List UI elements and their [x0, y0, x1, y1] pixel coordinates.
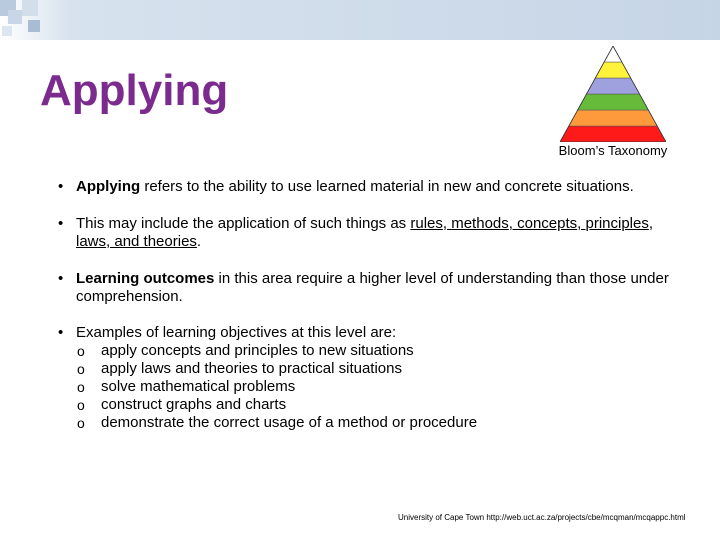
- bold-term: Applying: [76, 178, 141, 195]
- sub-bullet-item: [76, 396, 676, 414]
- sub-bullet-text: solve mathematical problems: [101, 378, 296, 395]
- separator: ,: [442, 215, 452, 232]
- bullet-body: in this area require a higher level of understanding than those under comprehension.: [76, 270, 669, 305]
- bullet-body: This may include the application of such things as: [76, 215, 411, 232]
- link-concepts[interactable]: concepts: [517, 215, 578, 232]
- sub-bullet-marker: o: [77, 397, 85, 413]
- sub-bullet-marker: o: [77, 343, 85, 359]
- link-principles[interactable]: principles: [585, 215, 649, 232]
- link-laws[interactable]: laws: [76, 233, 107, 250]
- separator: .: [196, 233, 202, 250]
- bullet-body: refers to the ability to use learned material in new and concrete situations.: [140, 178, 634, 195]
- bold-term: Learning outcomes: [76, 270, 215, 287]
- separator: ,: [508, 215, 518, 232]
- sub-bullet-item: [76, 342, 676, 360]
- sub-bullet-list: [76, 342, 676, 432]
- bullet-marker: •: [58, 215, 64, 232]
- sub-bullet-item: [76, 414, 676, 432]
- sub-bullet-item: [76, 360, 676, 378]
- bullet-marker: •: [58, 270, 64, 287]
- sub-bullet-item: [76, 378, 676, 396]
- sub-bullet-text: demonstrate the correct usage of a method or procedure: [101, 414, 478, 431]
- link-methods[interactable]: methods: [451, 215, 509, 232]
- link-rules[interactable]: rules: [410, 215, 443, 232]
- slide-title: Applying: [40, 66, 229, 115]
- sub-bullet-text: apply concepts and principles to new situations: [101, 342, 414, 359]
- sub-bullet-marker: o: [77, 415, 85, 431]
- source-footer: University of Cape Town http://web.uct.ac.za/projects/cbe/mcqman/mcqappc.html: [398, 513, 686, 522]
- bullet-marker: •: [58, 178, 64, 195]
- sub-bullet-marker: o: [77, 379, 85, 395]
- sub-bullet-marker: o: [77, 361, 85, 377]
- link-theories[interactable]: theories: [143, 233, 197, 250]
- bullet-text: [76, 178, 676, 196]
- bullet-text: [76, 215, 676, 251]
- separator: ,: [577, 215, 586, 232]
- sub-bullet-text: construct graphs and charts: [101, 396, 287, 413]
- bullet-marker: •: [58, 324, 64, 341]
- pyramid-caption: Bloom’s Taxonomy: [558, 143, 668, 158]
- sub-bullet-text: apply laws and theories to practical situations: [101, 360, 402, 377]
- separator: ,: [648, 215, 654, 232]
- separator: , and: [106, 233, 144, 250]
- bullet-text: [76, 270, 676, 306]
- bullet-text: [76, 324, 676, 432]
- examples-intro: Examples of learning objectives at this level are:: [76, 324, 397, 341]
